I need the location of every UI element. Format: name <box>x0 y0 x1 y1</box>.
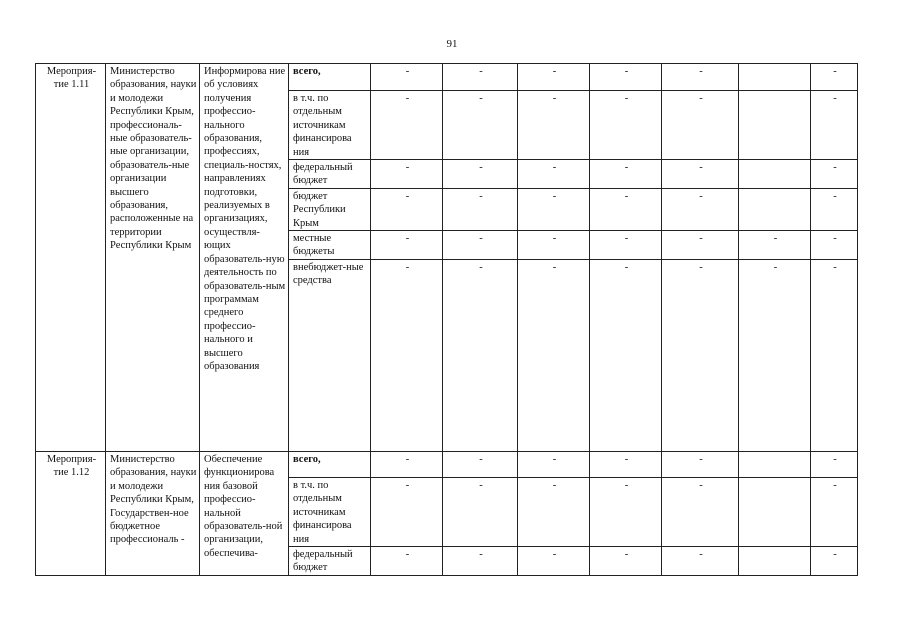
funding-value: - <box>371 64 443 91</box>
funding-value: - <box>811 546 858 575</box>
funding-value: - <box>518 91 590 160</box>
event-executor: Министерство образования, науки и молодежи Республики Крым, профессиональ-ные образователь-ные организации, образователь-ные организации высшего образования, расположенные на территории Республики Крым <box>106 64 200 452</box>
funding-source: в т.ч. по отдельным источникам финансирова ния <box>289 477 371 546</box>
funding-source: бюджет Республики Крым <box>289 188 371 230</box>
funding-value: - <box>443 188 518 230</box>
table-row <box>36 64 858 91</box>
funding-value: - <box>443 231 518 260</box>
funding-value: - <box>662 188 739 230</box>
funding-value: - <box>811 259 858 451</box>
event-executor: Министерство образования, науки и молодежи Республики Крым, Государствен-ное бюджетное профессиональ - <box>106 451 200 575</box>
funding-source: всего, <box>289 451 371 477</box>
page-number: 91 <box>446 38 458 50</box>
funding-value: - <box>518 546 590 575</box>
funding-value: - <box>811 188 858 230</box>
funding-value: - <box>811 477 858 546</box>
funding-value: - <box>590 451 662 477</box>
funding-value: - <box>590 231 662 260</box>
funding-value: - <box>811 91 858 160</box>
funding-value: - <box>371 188 443 230</box>
funding-value: - <box>518 451 590 477</box>
funding-value: - <box>371 477 443 546</box>
funding-value: - <box>518 188 590 230</box>
funding-value: - <box>518 231 590 260</box>
funding-value: - <box>662 451 739 477</box>
funding-value <box>739 188 811 230</box>
funding-value: - <box>443 546 518 575</box>
funding-value: - <box>662 91 739 160</box>
funding-value: - <box>371 546 443 575</box>
funding-value: - <box>811 231 858 260</box>
funding-value <box>739 64 811 91</box>
funding-value: - <box>443 477 518 546</box>
funding-source: федеральный бюджет <box>289 160 371 189</box>
funding-value: - <box>371 91 443 160</box>
funding-value: - <box>662 259 739 451</box>
funding-value: - <box>662 160 739 189</box>
funding-value: - <box>518 64 590 91</box>
funding-value: - <box>371 259 443 451</box>
funding-value: - <box>443 451 518 477</box>
funding-value: - <box>739 259 811 451</box>
funding-value <box>739 477 811 546</box>
funding-value: - <box>811 64 858 91</box>
funding-value: - <box>811 451 858 477</box>
funding-value: - <box>590 546 662 575</box>
funding-value: - <box>518 160 590 189</box>
funding-value: - <box>443 160 518 189</box>
funding-value: - <box>518 259 590 451</box>
funding-source: внебюджет-ные средства <box>289 259 371 451</box>
funding-value: - <box>590 259 662 451</box>
event-description: Информирова ние об условиях получения профессио-нального образования, профессиях, специаль-ностях, направлениях подготовки, реализуемых в организациях, осуществля-ющих образователь-ную деятельность по образователь-ным программам среднего профессио-нального и высшего образования <box>200 64 289 452</box>
funding-value: - <box>662 64 739 91</box>
funding-source: федеральный бюджет <box>289 546 371 575</box>
funding-value: - <box>590 188 662 230</box>
funding-value: - <box>371 451 443 477</box>
funding-source: всего, <box>289 64 371 91</box>
funding-value: - <box>443 91 518 160</box>
funding-source: в т.ч. по отдельным источникам финансирова ния <box>289 91 371 160</box>
funding-value: - <box>590 64 662 91</box>
funding-value <box>739 160 811 189</box>
funding-value: - <box>662 231 739 260</box>
funding-value: - <box>590 91 662 160</box>
funding-value: - <box>371 160 443 189</box>
funding-value: - <box>662 546 739 575</box>
event-code: Мероприя-тие 1.12 <box>36 451 106 575</box>
funding-value: - <box>443 64 518 91</box>
funding-value: - <box>371 231 443 260</box>
event-code: Мероприя-тие 1.11 <box>36 64 106 452</box>
funding-value: - <box>443 259 518 451</box>
funding-source: местные бюджеты <box>289 231 371 260</box>
funding-value: - <box>662 477 739 546</box>
funding-value: - <box>590 477 662 546</box>
funding-value <box>739 546 811 575</box>
funding-value: - <box>739 231 811 260</box>
table-row <box>36 451 858 477</box>
event-description: Обеспечение функционирова ния базовой профессио-нальной образователь-ной организации, обеспечива- <box>200 451 289 575</box>
funding-value: - <box>811 160 858 189</box>
funding-value <box>739 91 811 160</box>
funding-value: - <box>518 477 590 546</box>
funding-table <box>35 63 858 576</box>
funding-value: - <box>590 160 662 189</box>
funding-value <box>739 451 811 477</box>
